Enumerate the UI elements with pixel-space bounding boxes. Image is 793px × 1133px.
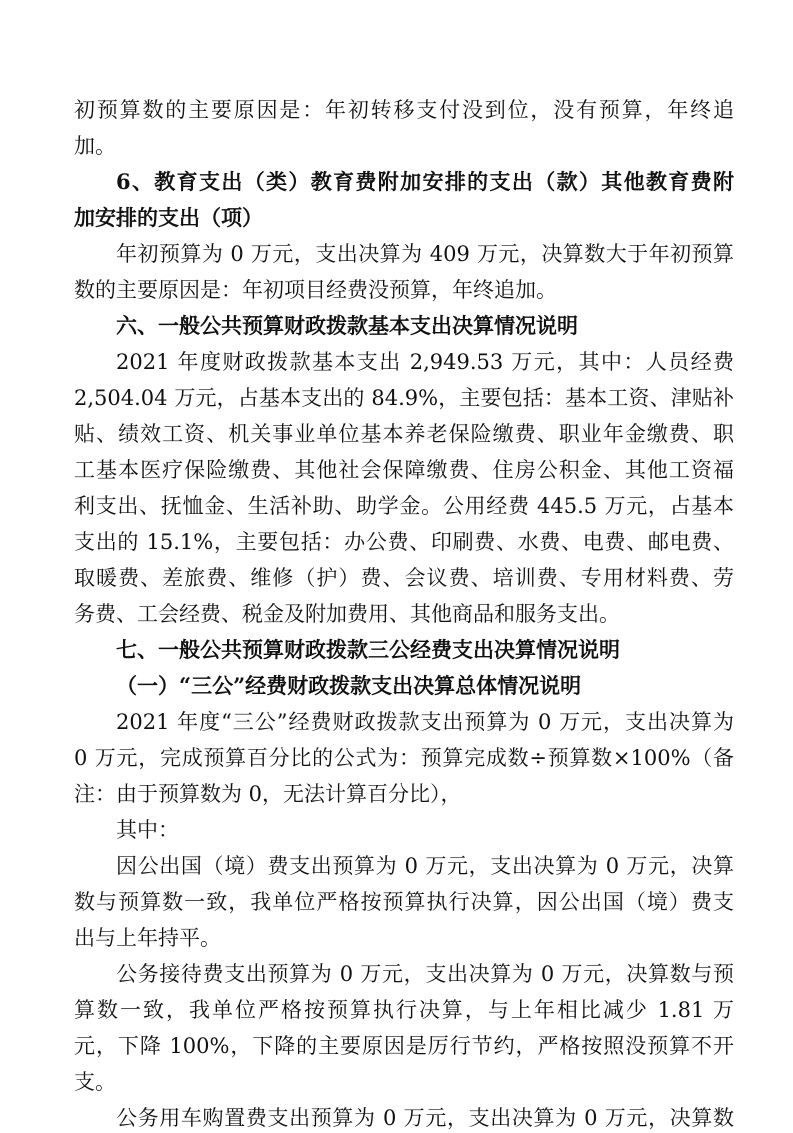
text-line: 贴、绩效工资、机关事业单位基本养老保险缴费、职业年金缴费、职 bbox=[74, 422, 734, 446]
text-line: 注：由于预算数为 0，无法计算百分比）， bbox=[74, 782, 462, 806]
text-line: 算数一致，我单位严格按预算执行决算，与上年相比减少 1.81 万 bbox=[74, 998, 734, 1022]
text-line: 因公出国（境）费支出预算为 0 万元，支出决算为 0 万元，决算 bbox=[116, 854, 734, 878]
text-line: 0 万元，完成预算百分比的公式为：预算完成数÷预算数×100%（备 bbox=[74, 746, 734, 770]
subsection-heading: （一）“三公”经费财政拨款支出决算总体情况说明 bbox=[116, 673, 582, 698]
section-heading: 六、一般公共预算财政拨款基本支出决算情况说明 bbox=[116, 313, 578, 338]
text-line: 取暖费、差旅费、维修（护）费、会议费、培训费、专用材料费、劳 bbox=[74, 566, 734, 590]
text-line: 2,504.04 万元，占基本支出的 84.9%，主要包括：基本工资、津贴补 bbox=[74, 386, 734, 410]
section-heading: 加安排的支出（项） bbox=[74, 205, 263, 230]
text-line: 加。 bbox=[74, 134, 116, 158]
text-line: 务费、工会经费、税金及附加费用、其他商品和服务支出。 bbox=[74, 602, 620, 626]
text-line: 出与上年持平。 bbox=[74, 926, 221, 950]
text-line: 年初预算为 0 万元，支出决算为 409 万元，决算数大于年初预算 bbox=[116, 242, 734, 266]
text-line: 数的主要原因是：年初项目经费没预算，年终追加。 bbox=[74, 278, 557, 302]
text-line: 支。 bbox=[74, 1070, 116, 1094]
text-line: 公务用车购置费支出预算为 0 万元，支出决算为 0 万元，决算数 bbox=[116, 1106, 734, 1130]
text-line: 2021 年度财政拨款基本支出 2,949.53 万元，其中：人员经费 bbox=[116, 350, 734, 374]
text-line: 2021 年度“三公”经费财政拨款支出预算为 0 万元，支出决算为 bbox=[116, 710, 734, 734]
text-line: 数与预算数一致，我单位严格按预算执行决算，因公出国（境）费支 bbox=[74, 890, 734, 914]
text-line: 支出的 15.1%，主要包括：办公费、印刷费、水费、电费、邮电费、 bbox=[74, 530, 734, 554]
text-line: 元，下降 100%，下降的主要原因是厉行节约，严格按照没预算不开 bbox=[74, 1034, 734, 1058]
text-line: 工基本医疗保险缴费、其他社会保障缴费、住房公积金、其他工资福 bbox=[74, 458, 734, 482]
text-line: 利支出、抚恤金、生活补助、助学金。公用经费 445.5 万元，占基本 bbox=[74, 494, 734, 518]
section-heading: 七、一般公共预算财政拨款三公经费支出决算情况说明 bbox=[116, 637, 620, 662]
text-line: 初预算数的主要原因是：年初转移支付没到位，没有预算，年终追 bbox=[74, 98, 734, 122]
text-line: 其中： bbox=[116, 818, 179, 842]
section-heading: 6、教育支出（类）教育费附加安排的支出（款）其他教育费附 bbox=[116, 169, 734, 194]
text-line: 公务接待费支出预算为 0 万元，支出决算为 0 万元，决算数与预 bbox=[116, 962, 734, 986]
